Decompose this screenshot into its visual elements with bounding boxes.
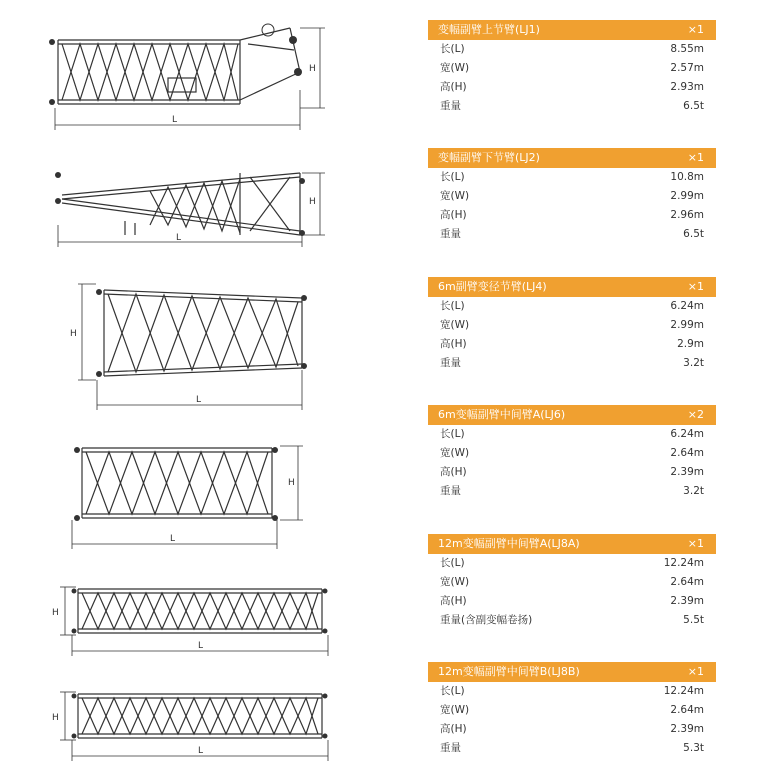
length-label: L: [172, 115, 178, 125]
spec-row: [428, 573, 716, 592]
spec-label: 重量: [440, 742, 461, 754]
spec-value: 6.24m: [670, 300, 704, 312]
spec-qty: ×1: [687, 537, 704, 550]
spec-label: 长(L): [440, 300, 465, 312]
spec-value: 2.64m: [670, 447, 704, 459]
height-label: H: [52, 608, 59, 618]
spec-value: 2.96m: [670, 209, 704, 221]
spec-row: [428, 463, 716, 482]
spec-label: 长(L): [440, 557, 465, 569]
spec-label: 高(H): [440, 723, 467, 735]
spec-value: 2.64m: [670, 576, 704, 588]
spec-title: 变幅副臂下节臂(LJ2): [438, 151, 540, 164]
spec-row: [428, 482, 716, 501]
spec-row: [428, 316, 716, 335]
spec-value: 2.9m: [677, 338, 704, 350]
spec-label: 重量(含副变幅卷扬): [440, 614, 533, 626]
spec-title: 6m变幅副臂中间臂A(LJ6): [438, 408, 566, 421]
spec-label: 重量: [440, 228, 461, 240]
spec-value: 3.2t: [683, 357, 704, 369]
length-label: L: [176, 233, 182, 243]
spec-label: 重量: [440, 357, 461, 369]
spec-value: 6.5t: [683, 100, 704, 112]
height-label: H: [288, 478, 295, 488]
spec-label: 高(H): [440, 338, 467, 350]
spec-qty: ×2: [687, 408, 704, 421]
spec-header: [428, 405, 716, 425]
height-label: H: [309, 197, 316, 207]
spec-row: [428, 592, 716, 611]
spec-title: 12m变幅副臂中间臂A(LJ8A): [438, 537, 580, 550]
spec-value: 6.5t: [683, 228, 704, 240]
spec-value: 2.57m: [670, 62, 704, 74]
length-label: L: [170, 534, 176, 544]
spec-row: [428, 168, 716, 187]
spec-row: [428, 682, 716, 701]
height-label: H: [309, 64, 316, 74]
spec-label: 长(L): [440, 171, 465, 183]
spec-row: [428, 554, 716, 573]
diagram-lj4: [0, 270, 420, 410]
spec-qty: ×1: [687, 665, 704, 678]
spec-row: [428, 739, 716, 758]
spec-label: 高(H): [440, 466, 467, 478]
spec-value: 10.8m: [670, 171, 704, 183]
spec-label: 长(L): [440, 43, 465, 55]
spec-label: 宽(W): [440, 704, 470, 716]
spec-value: 2.39m: [670, 466, 704, 478]
spec-value: 2.99m: [670, 190, 704, 202]
diagram-lj1: [0, 0, 420, 135]
spec-row: [428, 701, 716, 720]
spec-label: 长(L): [440, 685, 465, 697]
spec-row: [428, 225, 716, 244]
spec-title: 变幅副臂上节臂(LJ1): [438, 23, 540, 36]
spec-row: [428, 59, 716, 78]
spec-header: [428, 277, 716, 297]
spec-row: [428, 297, 716, 316]
spec-row: [428, 40, 716, 59]
spec-table-lj6: [428, 405, 716, 501]
spec-row: [428, 97, 716, 116]
length-label: L: [198, 746, 204, 756]
spec-row: [428, 206, 716, 225]
spec-value: 2.39m: [670, 723, 704, 735]
spec-title: 12m变幅副臂中间臂B(LJ8B): [438, 665, 580, 678]
spec-value: 2.64m: [670, 704, 704, 716]
spec-label: 宽(W): [440, 62, 470, 74]
spec-label: 高(H): [440, 595, 467, 607]
spec-table-lj8a: [428, 534, 716, 630]
spec-label: 重量: [440, 485, 461, 497]
spec-qty: ×1: [687, 280, 704, 293]
spec-row: [428, 354, 716, 373]
spec-row: [428, 335, 716, 354]
diagram-lj2: [0, 135, 420, 250]
spec-table-lj8b: [428, 662, 716, 758]
spec-row: [428, 78, 716, 97]
spec-title: 6m副臂变径节臂(LJ4): [438, 280, 547, 293]
spec-table-lj2: [428, 148, 716, 244]
spec-qty: ×1: [687, 23, 704, 36]
spec-row: [428, 720, 716, 739]
spec-header: [428, 20, 716, 40]
spec-table-lj1: [428, 20, 716, 116]
spec-header: [428, 662, 716, 682]
diagram-lj8a: [0, 575, 420, 660]
spec-value: 6.24m: [670, 428, 704, 440]
spec-label: 长(L): [440, 428, 465, 440]
spec-qty: ×1: [687, 151, 704, 164]
spec-row: [428, 611, 716, 630]
spec-row: [428, 425, 716, 444]
spec-value: 2.39m: [670, 595, 704, 607]
spec-header: [428, 148, 716, 168]
spec-label: 宽(W): [440, 576, 470, 588]
spec-label: 重量: [440, 100, 461, 112]
length-label: L: [198, 641, 204, 651]
height-label: H: [52, 713, 59, 723]
spec-label: 高(H): [440, 81, 467, 93]
spec-value: 3.2t: [683, 485, 704, 497]
spec-label: 宽(W): [440, 319, 470, 331]
spec-value: 12.24m: [663, 557, 704, 569]
spec-value: 5.5t: [683, 614, 704, 626]
diagram-lj8b: [0, 680, 420, 775]
height-label: H: [70, 329, 77, 339]
spec-value: 8.55m: [670, 43, 704, 55]
spec-label: 高(H): [440, 209, 467, 221]
spec-header: [428, 534, 716, 554]
spec-table-lj4: [428, 277, 716, 373]
spec-row: [428, 187, 716, 206]
spec-row: [428, 444, 716, 463]
spec-label: 宽(W): [440, 190, 470, 202]
diagram-lj6: [0, 420, 420, 560]
spec-label: 宽(W): [440, 447, 470, 459]
spec-value: 2.99m: [670, 319, 704, 331]
spec-value: 2.93m: [670, 81, 704, 93]
spec-value: 5.3t: [683, 742, 704, 754]
length-label: L: [196, 395, 202, 405]
spec-value: 12.24m: [663, 685, 704, 697]
